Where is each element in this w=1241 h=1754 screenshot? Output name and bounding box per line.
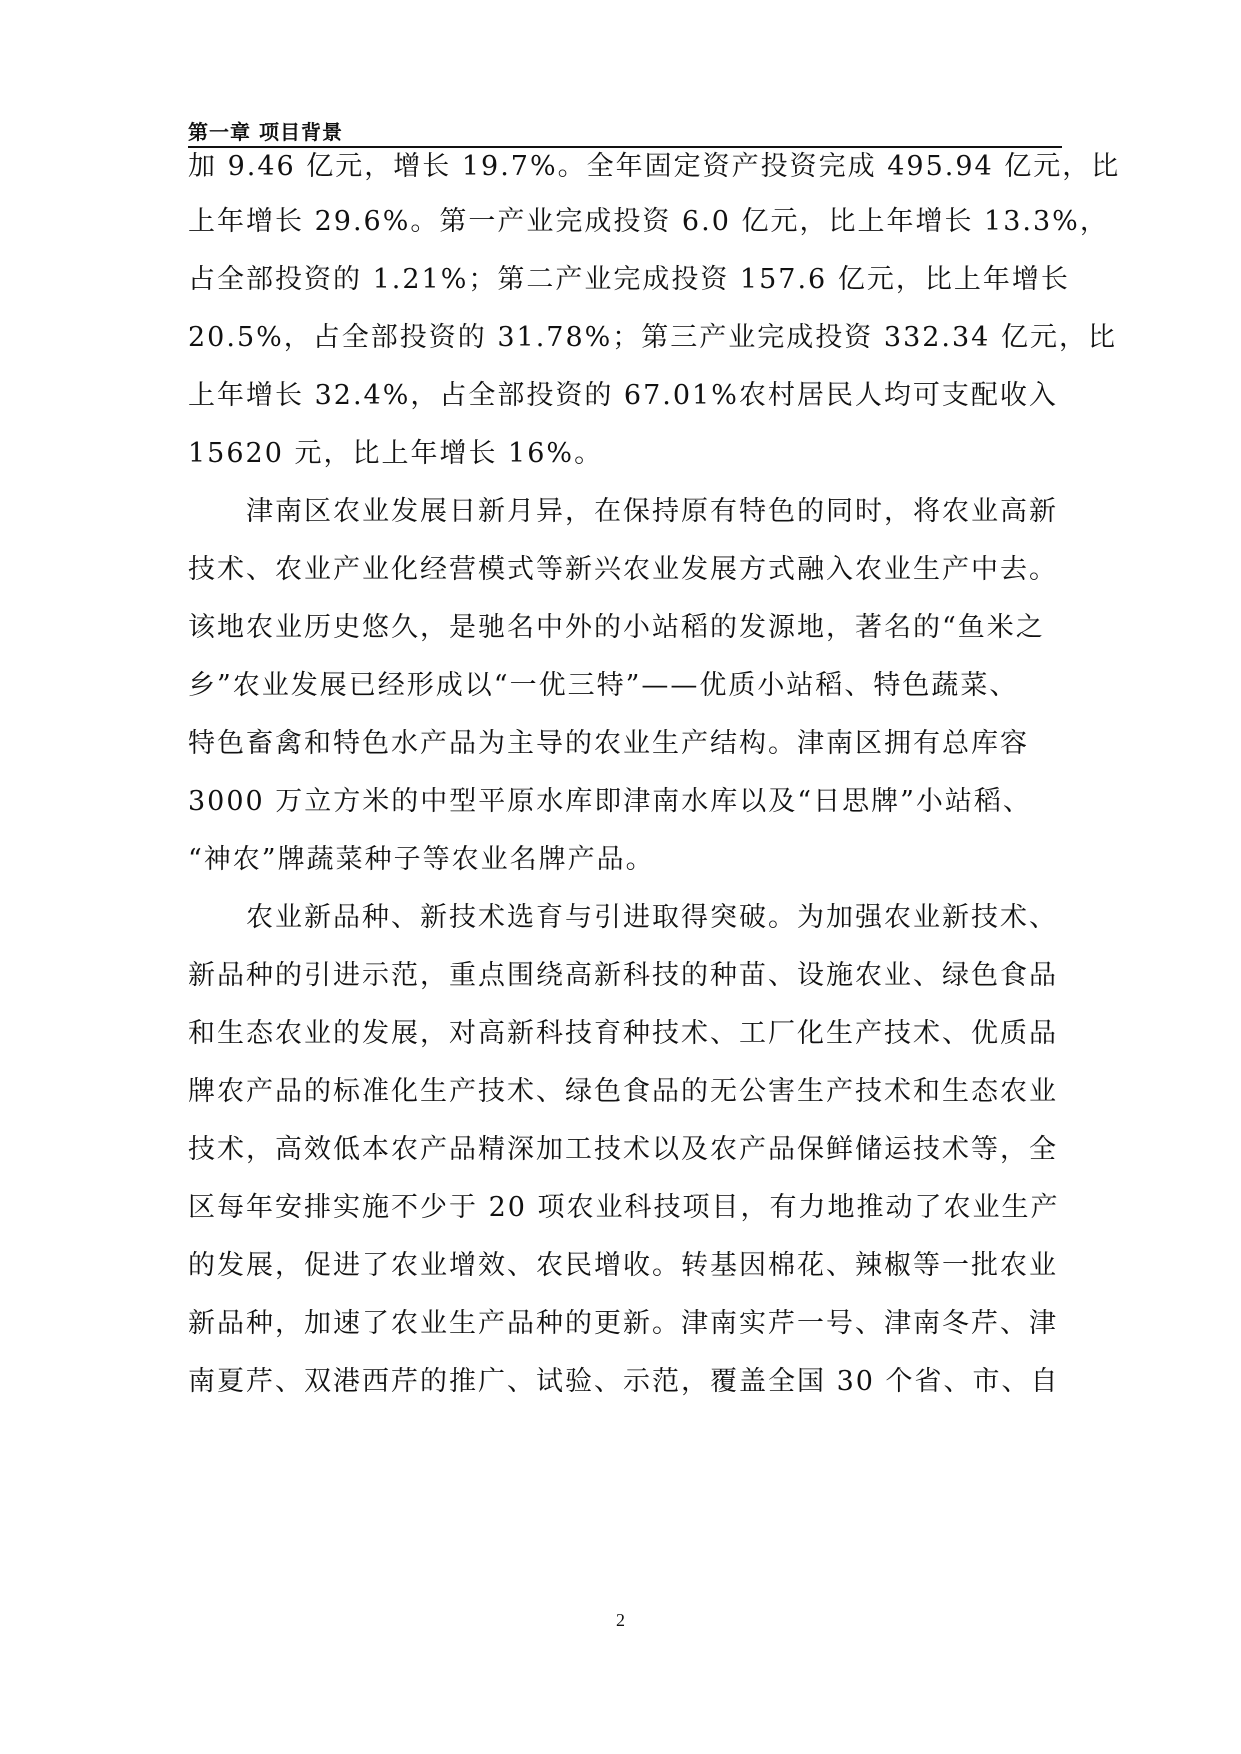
text-line: 技术、农业产业化经营模式等新兴农业发展方式融入农业生产中去。	[188, 554, 1058, 585]
text-line: 15620 元，比上年增长 16%。	[188, 438, 604, 469]
text-line: 技术，高效低本农产品精深加工技术以及农产品保鲜储运技术等，全	[188, 1134, 1058, 1165]
text-line: “神农”牌蔬菜种子等农业名牌产品。	[188, 844, 655, 875]
running-header	[188, 112, 1062, 148]
text-line: 该地农业历史悠久，是驰名中外的小站稻的发源地，著名的“鱼米之	[188, 612, 1045, 643]
chapter-title: 第一章 项目背景	[188, 120, 343, 144]
paragraph-start: 农业新品种、新技术选育与引进取得突破。为加强农业新技术、	[188, 902, 1058, 933]
text-line: 的发展，促进了农业增效、农民增收。转基因棉花、辣椒等一批农业	[188, 1250, 1058, 1281]
text-line: 乡”农业发展已经形成以“一优三特”——优质小站稻、特色蔬菜、	[188, 670, 1019, 701]
text-line: 上年增长 29.6%。第一产业完成投资 6.0 亿元，比上年增长 13.3%，	[188, 206, 1109, 237]
text-line: 新品种的引进示范，重点围绕高新科技的种苗、设施农业、绿色食品	[188, 960, 1058, 991]
text-line: 牌农产品的标准化生产技术、绿色食品的无公害生产技术和生态农业	[188, 1076, 1058, 1107]
text-line: 特色畜禽和特色水产品为主导的农业生产结构。津南区拥有总库容	[188, 728, 1029, 759]
text-line: 区每年安排实施不少于 20 项农业科技项目，有力地推动了农业生产	[188, 1192, 1060, 1223]
text-line: 20.5%，占全部投资的 31.78%；第三产业完成投资 332.34 亿元，比	[188, 322, 1117, 353]
text-line: 加 9.46 亿元，增长 19.7%。全年固定资产投资完成 495.94 亿元，比	[188, 151, 1121, 182]
page-number: 2	[616, 1610, 625, 1630]
text-line: 3000 万立方米的中型平原水库即津南水库以及“日思牌”小站稻、	[188, 786, 1032, 817]
paragraph-start: 津南区农业发展日新月异，在保持原有特色的同时，将农业高新	[188, 496, 1058, 527]
text-line: 南夏芹、双港西芹的推广、试验、示范，覆盖全国 30 个省、市、自	[188, 1366, 1060, 1397]
text-line: 上年增长 32.4%，占全部投资的 67.01%农村居民人均可支配收入	[188, 380, 1058, 411]
text-line: 新品种，加速了农业生产品种的更新。津南实芹一号、津南冬芹、津	[188, 1308, 1058, 1339]
text-line: 占全部投资的 1.21%；第二产业完成投资 157.6 亿元，比上年增长	[188, 264, 1070, 295]
text-line: 和生态农业的发展，对高新科技育种技术、工厂化生产技术、优质品	[188, 1018, 1058, 1049]
